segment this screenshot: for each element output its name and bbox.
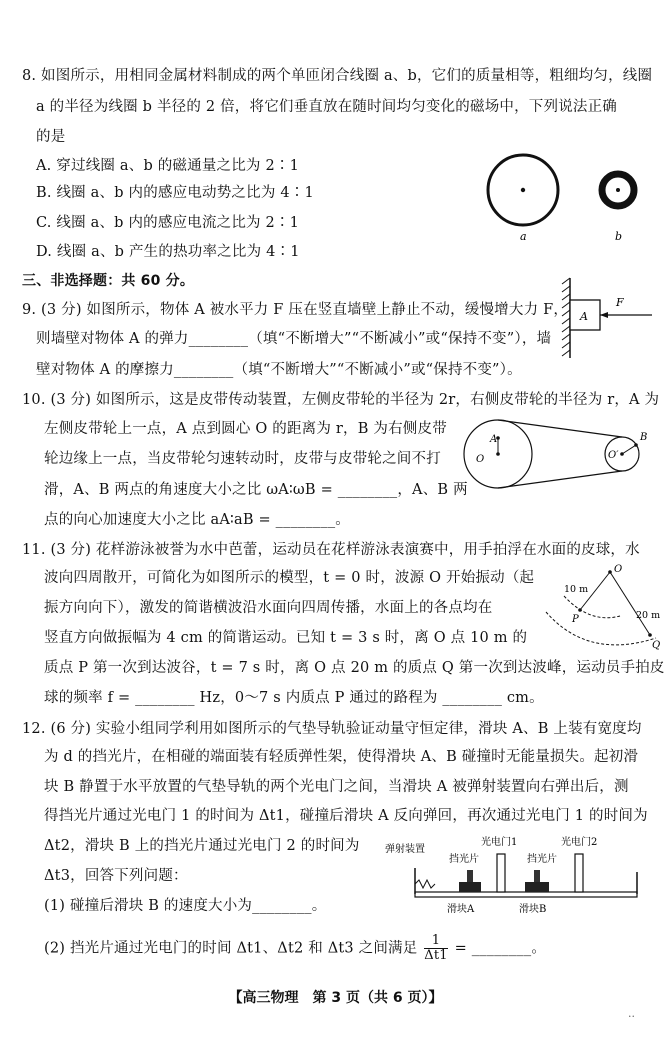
q12-fraction-numerator: 1	[424, 934, 447, 949]
q10-line2: 左侧皮带轮上一点，A 点到圆心 O 的距离为 r，B 为右侧皮带	[44, 421, 447, 437]
q10-line1: 10. (3 分) 如图所示，这是皮带传动装置，左侧皮带轮的半径为 2r，右侧皮带轮的半径为 r，A 为	[22, 392, 660, 408]
q12-airtrack-figure	[385, 832, 645, 917]
q9-line2: 则墙壁对物体 A 的弹力________（填“不断增大”“不断减小”或“保持不变”），墙	[36, 331, 552, 347]
flag-a-label: 挡光片	[449, 854, 479, 865]
line-oq	[610, 572, 650, 635]
page-footer: 【高三物理 第 3 页（共 6 页）】	[228, 990, 443, 1006]
distance-op-label: 10 m	[564, 584, 589, 595]
q11-line2: 波向四周散开，可简化为如图所示的模型，t = 0 时，波源 O 开始振动（起	[44, 570, 535, 586]
slider-b	[525, 882, 549, 892]
belt-top	[498, 420, 622, 437]
point-q	[648, 633, 652, 637]
coil-a-center	[521, 188, 525, 192]
q8-option-a: A. 穿过线圈 a、b 的磁通量之比为 2∶1	[36, 158, 299, 174]
q11-wave-figure	[528, 560, 668, 655]
wall-hatch	[562, 278, 570, 356]
q12-line6: Δt3，回答下列问题：	[44, 868, 188, 884]
flag-a	[467, 870, 473, 882]
force-arrow-head	[600, 312, 608, 318]
q10-belt-figure	[462, 418, 662, 498]
gate-1	[497, 854, 505, 892]
q12-line5: Δt2，滑块 B 上的挡光片通过光电门 2 的时间为	[44, 838, 360, 854]
q11-line5: 质点 P 第一次到达波谷，t = 7 s 时，离 O 点 20 m 的质点 Q 第一次到达波峰，运动员手拍皮	[44, 660, 665, 676]
q11-line6: 球的频率 f = ________ Hz，0～7 s 内质点 P 通过的路程为 ________ cm。	[44, 690, 544, 706]
coil-b-label: b	[615, 230, 623, 243]
distance-oq-label: 20 m	[636, 610, 661, 621]
q12-fraction-denominator: Δt1	[424, 948, 448, 963]
q9-wall-figure	[560, 270, 660, 365]
flag-b-label: 挡光片	[527, 854, 557, 865]
belt-bottom	[498, 471, 622, 488]
q12-sub1: (1) 碰撞后滑块 B 的速度大小为________。	[44, 898, 327, 914]
air-track	[415, 892, 637, 897]
q11-line4: 竖直方向做振幅为 4 cm 的简谐运动。已知 t = 3 s 时，离 O 点 10 m 的	[44, 630, 528, 646]
gate1-label: 光电门1	[481, 837, 518, 848]
point-b	[634, 443, 638, 447]
point-q-label: Q	[652, 640, 661, 651]
q9-line1: 9. (3 分) 如图所示，物体 A 被水平力 F 压在竖直墙壁上静止不动，缓慢增大力 F，	[22, 302, 569, 318]
q10-line4: 滑，A、B 两点的角速度大小之比 ωA∶ωB = ________，A、B 两	[44, 482, 468, 498]
slider-a	[459, 882, 481, 892]
q10-line5: 点的向心加速度大小之比 aA∶aB = ________。	[44, 512, 350, 528]
block-a-label: A	[580, 310, 588, 323]
center-o2-label: O′	[608, 450, 619, 461]
slider-a-label: 滑块A	[447, 904, 475, 915]
coil-b-center	[616, 188, 620, 192]
launcher-label: 弹射装置	[385, 844, 425, 855]
q8-option-b: B. 线圈 a、b 内的感应电动势之比为 4∶1	[36, 185, 314, 201]
q8-option-c: C. 线圈 a、b 内的感应电流之比为 2∶1	[36, 215, 300, 231]
force-label: F	[616, 296, 624, 309]
point-a-label: A	[490, 434, 498, 445]
q12-fraction	[424, 934, 447, 963]
q8-stem-line3: 的是	[36, 129, 66, 145]
q9-line3: 壁对物体 A 的摩擦力________（填“不断增大”“不断减小”或“保持不变”）。	[36, 362, 522, 378]
point-p	[578, 608, 582, 612]
radius-o2b	[622, 445, 636, 454]
coil-a-label: a	[520, 230, 527, 243]
point-b-label: B	[640, 432, 648, 443]
q8-coil-figure	[478, 148, 658, 248]
section-3-header: 三、非选择题：共 60 分。	[22, 273, 195, 289]
q10-line3: 轮边缘上一点，当皮带轮匀速转动时，皮带与皮带轮之间不打	[44, 451, 441, 467]
launcher-spring	[415, 880, 435, 888]
source-o-label: O	[614, 564, 623, 575]
q12-sub2	[44, 934, 546, 963]
slider-b-label: 滑块B	[519, 904, 547, 915]
gate-2	[575, 854, 583, 892]
center-o-label: O	[476, 454, 485, 465]
q12-line3: 块 B 静置于水平放置的气垫导轨的两个光电门之间，当滑块 A 被弹射装置向右弹出后，测	[44, 779, 629, 795]
q11-line1: 11. (3 分) 花样游泳被誉为水中芭蕾，运动员在花样游泳表演赛中，用手拍浮在水面的皮球，水	[22, 542, 640, 558]
q12-line2: 为 d 的挡光片，在相碰的端面装有轻质弹性架，使得滑块 A、B 碰撞时无能量损失。起初滑	[44, 749, 639, 765]
q12-sub2-answer: = ________。	[454, 940, 547, 957]
q12-line4: 得挡光片通过光电门 1 的时间为 Δt1，碰撞后滑块 A 反向弹回，再次通过光电门 1 的时间为	[44, 808, 648, 824]
q8-option-d: D. 线圈 a、b 产生的热功率之比为 4∶1	[36, 244, 300, 260]
q8-stem-line2: a 的半径为线圈 b 半径的 2 倍，将它们垂直放在随时间均匀变化的磁场中，下列说法正确	[36, 99, 617, 115]
page-mark: ··	[628, 1010, 635, 1023]
q12-line1: 12. (6 分) 实验小组同学利用如图所示的气垫导轨验证动量守恒定律，滑块 A、B 上装有宽度均	[22, 721, 642, 737]
q8-stem-line1: 8. 如图所示，用相同金属材料制成的两个单匝闭合线圈 a、b，它们的质量相等，粗细均匀，线圈	[22, 68, 653, 84]
q12-sub2-text: (2) 挡光片通过光电门的时间 Δt1、Δt2 和 Δt3 之间满足	[44, 940, 418, 957]
q11-line3: 振方向向下），激发的简谐横波沿水面向四周传播，水面上的各点均在	[44, 600, 493, 616]
gate2-label: 光电门2	[561, 837, 598, 848]
point-p-label: P	[572, 614, 579, 625]
flag-b	[534, 870, 540, 882]
